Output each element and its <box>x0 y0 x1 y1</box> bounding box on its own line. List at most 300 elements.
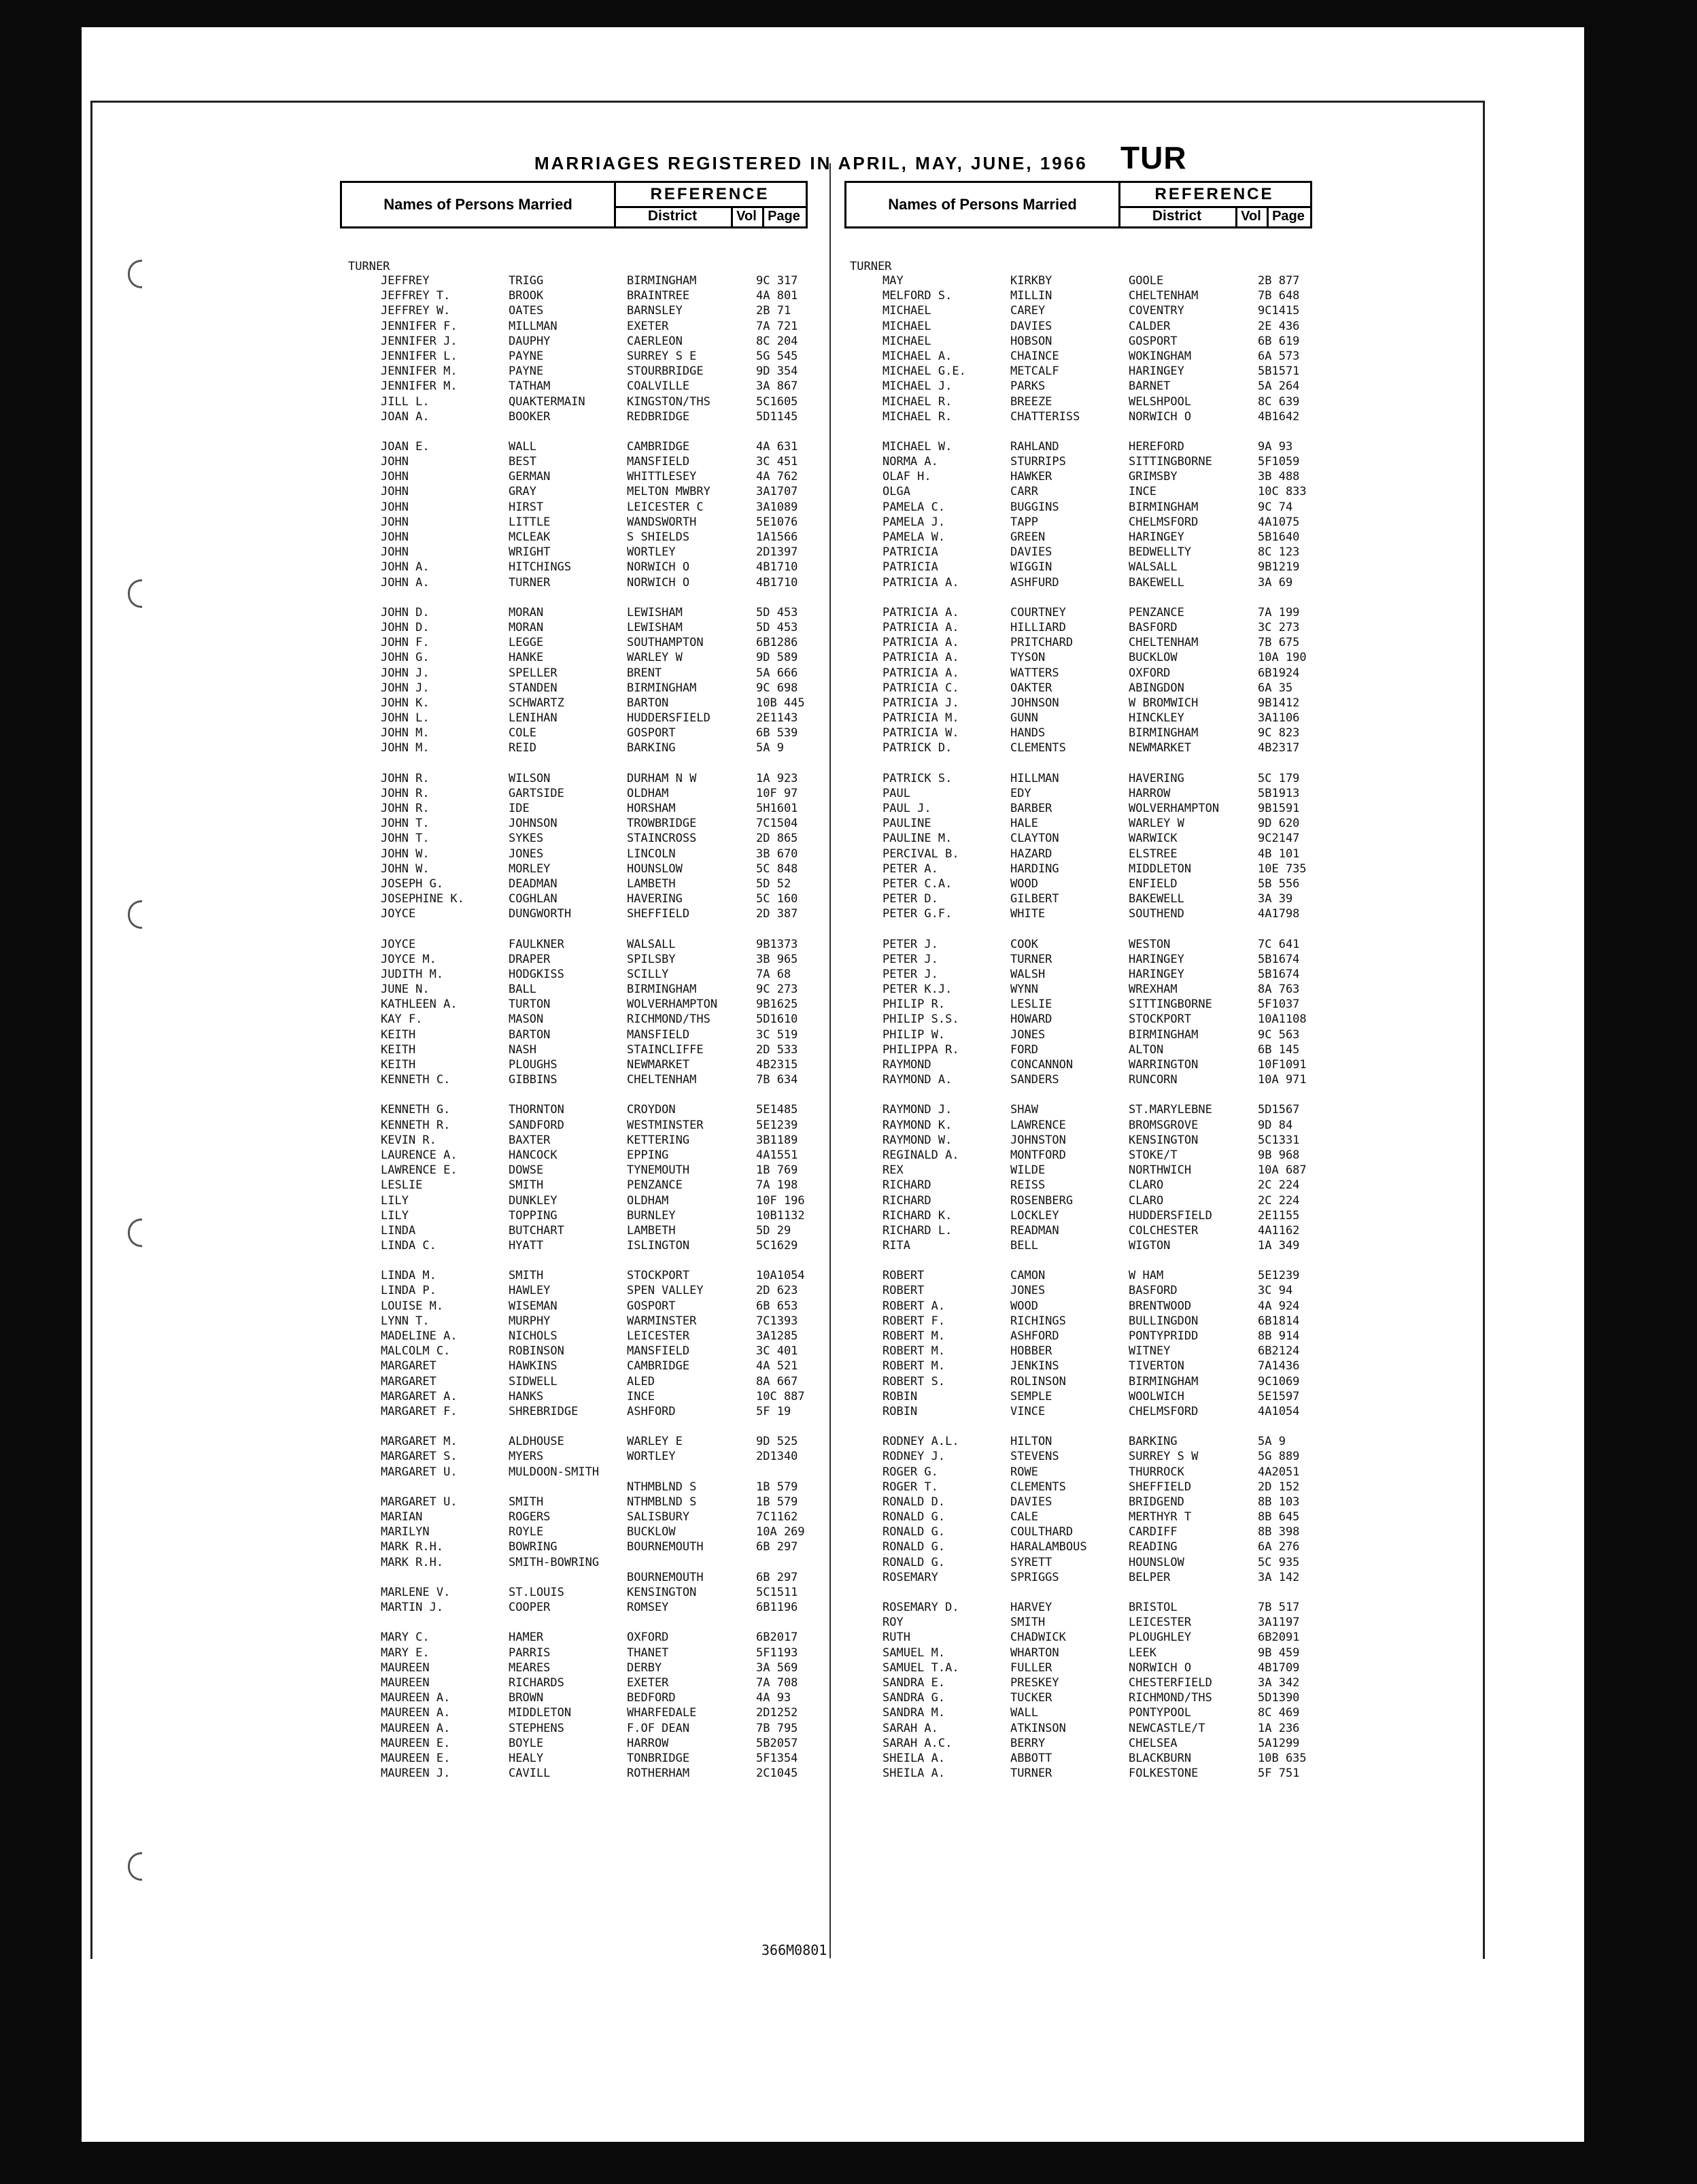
entry-vol-page: 6B1814 <box>1258 1314 1300 1328</box>
entry-district: GOSPORT <box>1129 334 1178 348</box>
entry-spouse-surname: CLAYTON <box>1010 832 1059 846</box>
entry-row <box>348 1208 824 1223</box>
entry-district: WARRINGTON <box>1129 1058 1199 1072</box>
entry-row <box>850 1465 1326 1480</box>
entry-vol-page: 5A 666 <box>756 666 798 680</box>
entry-row <box>348 696 824 711</box>
entry-row <box>348 575 824 590</box>
column-header-left <box>340 181 808 228</box>
entry-spouse-surname: MIDDLETON <box>509 1706 572 1720</box>
entry-vol-page: 4B1642 <box>1258 409 1300 424</box>
entry-spouse-surname: BROOK <box>509 289 544 303</box>
entry-vol-page: 4B1710 <box>756 560 798 575</box>
entry-forename: SARAH A. <box>882 1721 938 1735</box>
entry-vol-page: 1B 769 <box>756 1163 798 1178</box>
entry-row <box>850 273 1326 288</box>
entry-district: HAVERING <box>1129 771 1184 785</box>
entry-row <box>348 1012 824 1027</box>
entry-forename: NORMA A. <box>882 455 938 469</box>
entry-row <box>348 1705 824 1720</box>
entry-row <box>348 831 824 846</box>
entry-district: BEDWELLTY <box>1129 545 1192 560</box>
entry-vol-page: 4A 762 <box>756 470 798 484</box>
entry-block <box>348 771 824 922</box>
entry-forename: JOHN G. <box>381 651 430 665</box>
entry-forename: JENNIFER M. <box>381 379 458 394</box>
entry-row <box>850 1480 1326 1495</box>
entry-spouse-surname: BROWN <box>509 1691 544 1705</box>
entry-row <box>850 801 1326 816</box>
entry-block <box>850 771 1326 922</box>
entry-forename: RONALD G. <box>882 1540 946 1554</box>
entry-district: WORTLEY <box>627 1450 676 1464</box>
entry-row <box>850 831 1326 846</box>
entry-forename: MARK R.H. <box>381 1555 444 1569</box>
entry-row <box>348 952 824 967</box>
entry-vol-page: 2E1143 <box>756 711 798 726</box>
header-reference: REFERENCE <box>1118 183 1310 208</box>
entry-spouse-surname: COGHLAN <box>509 892 558 906</box>
entry-vol-page: 8C 639 <box>1258 394 1300 409</box>
entry-forename: MARY E. <box>381 1645 430 1660</box>
entry-district: LEWISHAM <box>627 605 683 619</box>
entry-row <box>850 997 1326 1012</box>
entry-row <box>850 1193 1326 1208</box>
entry-forename: REX <box>882 1163 904 1178</box>
entry-row <box>850 635 1326 650</box>
entry-vol-page: 10A1108 <box>1258 1012 1307 1027</box>
entry-district: BARNET <box>1129 379 1171 394</box>
entry-spouse-surname: STURRIPS <box>1010 455 1066 469</box>
entry-row <box>850 1178 1326 1193</box>
entry-spouse-surname: BERRY <box>1010 1736 1046 1750</box>
entry-spouse-surname: MONTFORD <box>1010 1148 1066 1162</box>
entry-spouse-surname: HOBBER <box>1010 1344 1052 1359</box>
entry-forename: MICHAEL G.E. <box>882 364 966 379</box>
entry-district: WREXHAM <box>1129 983 1178 997</box>
entry-spouse-surname: SHREBRIDGE <box>509 1404 579 1418</box>
entry-spouse-surname: CHAINCE <box>1010 349 1059 363</box>
entry-vol-page: 4A1054 <box>1258 1404 1300 1418</box>
entry-district: DURHAM N W <box>627 771 697 785</box>
entry-row <box>850 439 1326 454</box>
entry-spouse-surname: MEARES <box>509 1660 551 1675</box>
entry-spouse-surname: MCLEAK <box>509 530 551 544</box>
entry-vol-page: 5E1597 <box>1258 1389 1300 1403</box>
entry-forename: ROBERT <box>882 1284 925 1298</box>
entry-vol-page: 8A 667 <box>756 1374 798 1388</box>
entry-forename: MARTIN J. <box>381 1601 444 1615</box>
entry-spouse-surname: HANDS <box>1010 726 1046 740</box>
entry-forename: PERCIVAL B. <box>882 847 959 861</box>
entry-row <box>850 891 1326 906</box>
entry-row <box>850 1645 1326 1660</box>
entry-district: MANSFIELD <box>627 455 690 469</box>
entry-vol-page: 6B 297 <box>756 1570 798 1584</box>
entry-row <box>850 319 1326 334</box>
entry-forename: JOHN D. <box>381 605 430 619</box>
entry-row <box>348 1238 824 1253</box>
entry-vol-page: 3C 94 <box>1258 1284 1293 1298</box>
entry-vol-page: 5H1601 <box>756 802 798 815</box>
entry-district: CLARO <box>1129 1193 1164 1208</box>
entry-district: RUNCORN <box>1129 1073 1178 1087</box>
entry-district: BEDFORD <box>627 1691 676 1705</box>
entry-vol-page: 9C 698 <box>756 681 798 695</box>
entry-vol-page: 5F1059 <box>1258 455 1300 469</box>
entry-row <box>348 1539 824 1554</box>
entry-district: STOCKPORT <box>1129 1012 1192 1027</box>
entry-vol-page: 7B 648 <box>1258 289 1300 303</box>
entry-row <box>850 605 1326 620</box>
entry-row <box>348 1465 824 1480</box>
entry-spouse-surname: FAULKNER <box>509 937 564 951</box>
entry-spouse-surname: TAPP <box>1010 515 1038 529</box>
entry-forename: ROBERT S. <box>882 1374 946 1388</box>
entry-forename: ROBIN <box>882 1389 918 1403</box>
entry-vol-page: 6B 297 <box>756 1540 798 1554</box>
entry-row <box>348 726 824 740</box>
entry-vol-page: 3A1197 <box>1258 1616 1300 1630</box>
entry-vol-page: 5C1629 <box>756 1239 798 1253</box>
entry-forename: RICHARD L. <box>882 1223 953 1238</box>
entry-spouse-surname: HOBSON <box>1010 334 1052 348</box>
entry-forename: MARGARET F. <box>381 1404 458 1418</box>
entry-forename: MALCOLM C. <box>381 1344 451 1359</box>
entry-spouse-surname: ROLINSON <box>1010 1374 1066 1388</box>
entry-spouse-surname: MASON <box>509 1012 544 1027</box>
entry-spouse-surname: SMITH-BOWRING <box>509 1555 600 1569</box>
entry-vol-page: 4B1709 <box>1258 1660 1300 1675</box>
entry-vol-page: 5E1239 <box>1258 1269 1300 1283</box>
entry-spouse-surname: WYNN <box>1010 983 1038 997</box>
entry-vol-page: 1B 579 <box>756 1480 798 1494</box>
entry-vol-page: 5D1610 <box>756 1012 798 1027</box>
entry-spouse-surname: CHADWICK <box>1010 1631 1066 1645</box>
entry-vol-page: 10A 687 <box>1258 1163 1307 1178</box>
entry-district: BARNSLEY <box>627 304 683 318</box>
entry-row <box>850 303 1326 318</box>
entry-vol-page: 5A 9 <box>1258 1435 1286 1449</box>
entry-vol-page: 3A 342 <box>1258 1675 1300 1690</box>
entry-spouse-surname: SMITH <box>509 1178 544 1193</box>
entry-forename: JOHN R. <box>381 771 430 785</box>
entry-district: EXETER <box>627 1675 669 1690</box>
entry-spouse-surname: TURNER <box>509 575 551 590</box>
entry-vol-page: 3A1089 <box>756 500 798 514</box>
entry-district: BIRMINGHAM <box>627 983 697 997</box>
entry-district: BARTON <box>627 696 669 710</box>
entry-forename: MARGARET <box>381 1359 436 1373</box>
entry-spouse-surname: NICHOLS <box>509 1329 558 1343</box>
entry-block <box>348 605 824 756</box>
entry-vol-page: 10A 190 <box>1258 651 1307 665</box>
entry-vol-page: 3C 273 <box>1258 620 1300 634</box>
entry-forename: PHILIPPA R. <box>882 1042 959 1057</box>
entry-district: LEICESTER C <box>627 500 704 514</box>
entry-vol-page: 2B 71 <box>756 304 791 318</box>
entry-vol-page: 5D1145 <box>756 409 798 424</box>
entry-forename: MARGARET <box>381 1374 436 1388</box>
entry-forename: JOHN <box>381 545 409 560</box>
entry-district: BRAINTREE <box>627 289 690 303</box>
entry-district: REDBRIDGE <box>627 409 690 424</box>
entry-vol-page: 9C 273 <box>756 983 798 997</box>
entry-forename: RICHARD K. <box>882 1208 953 1223</box>
entry-vol-page: 8B 645 <box>1258 1510 1300 1524</box>
entry-vol-page: 7B 795 <box>756 1721 798 1735</box>
entry-row <box>850 1630 1326 1645</box>
entry-forename: JENNIFER F. <box>381 319 458 333</box>
entry-block <box>850 273 1326 424</box>
entry-forename: SANDRA M. <box>882 1706 946 1720</box>
entry-district: ENFIELD <box>1129 876 1178 891</box>
entry-vol-page: 2D 865 <box>756 832 798 846</box>
entry-spouse-surname: DAVIES <box>1010 1495 1052 1509</box>
entry-row <box>850 1299 1326 1314</box>
entry-vol-page: 9B1591 <box>1258 802 1300 815</box>
entry-forename: LINDA <box>381 1223 416 1238</box>
entry-forename: MICHAEL <box>882 304 931 318</box>
entry-block <box>850 937 1326 1088</box>
entry-spouse-surname: HARALAMBOUS <box>1010 1540 1087 1554</box>
entry-spouse-surname: BOOKER <box>509 409 551 424</box>
entry-district: ASHFORD <box>627 1404 676 1418</box>
entry-spouse-surname: HARVEY <box>1010 1601 1052 1614</box>
entry-forename: KENNETH R. <box>381 1118 451 1132</box>
entry-vol-page: 5E1485 <box>756 1103 798 1117</box>
entry-spouse-surname: DAUPHY <box>509 334 551 348</box>
entry-forename: ROSEMARY <box>882 1570 938 1584</box>
entry-spouse-surname: NASH <box>509 1042 536 1057</box>
entry-spouse-surname: COOK <box>1010 937 1038 951</box>
entry-spouse-surname: BARTON <box>509 1027 551 1042</box>
entry-district: HARINGEY <box>1129 530 1184 544</box>
entry-vol-page: 3B1189 <box>756 1133 798 1147</box>
entry-vol-page: 10B 445 <box>756 696 805 710</box>
entry-district: NORWICH O <box>1129 1660 1192 1675</box>
entry-district: WITNEY <box>1129 1344 1171 1359</box>
entry-forename: MICHAEL R. <box>882 394 953 409</box>
entry-forename: JOHN <box>381 515 409 529</box>
entry-vol-page: 4B2315 <box>756 1058 798 1072</box>
entry-district: SITTINGBORNE <box>1129 997 1212 1012</box>
header-page: Page <box>768 208 800 224</box>
entry-district: BULLINGDON <box>1129 1314 1199 1328</box>
entry-district: BUCKLOW <box>1129 651 1178 665</box>
entry-row <box>348 876 824 891</box>
entry-district: CAMBRIDGE <box>627 1359 690 1373</box>
entry-spouse-surname: TURTON <box>509 997 551 1012</box>
entry-forename: JOHN J. <box>381 681 430 695</box>
entry-spouse-surname: WOOD <box>1010 876 1038 891</box>
entry-spouse-surname: WOOD <box>1010 1299 1038 1313</box>
entry-vol-page: 6A 276 <box>1258 1540 1300 1554</box>
entry-forename: ROGER G. <box>882 1465 938 1479</box>
entry-spouse-surname: JONES <box>509 847 544 861</box>
footer-code: 366M0801 <box>761 1942 827 1958</box>
entry-forename: JOHN R. <box>381 802 430 815</box>
entry-row <box>348 1027 824 1042</box>
entry-spouse-surname: HYATT <box>509 1239 544 1253</box>
entry-district: BRISTOL <box>1129 1601 1178 1614</box>
entry-vol-page: 9B 459 <box>1258 1645 1300 1660</box>
entry-spouse-surname: HIRST <box>509 500 544 514</box>
entry-forename: PATRICK D. <box>882 741 953 755</box>
entry-vol-page: 3A 142 <box>1258 1570 1300 1584</box>
entry-spouse-surname: SYRETT <box>1010 1555 1052 1569</box>
entry-forename: PAULINE <box>882 817 931 831</box>
entry-forename: RAYMOND A. <box>882 1073 953 1087</box>
entry-forename: LILY <box>381 1208 409 1223</box>
entry-district: BIRMINGHAM <box>627 681 697 695</box>
entry-forename: MAUREEN E. <box>381 1736 451 1750</box>
entry-forename: MADELINE A. <box>381 1329 458 1343</box>
entry-district: BURNLEY <box>627 1208 676 1223</box>
entry-forename: MICHAEL R. <box>882 409 953 424</box>
entry-forename: PETER K.J. <box>882 983 953 997</box>
entry-row <box>348 530 824 545</box>
entry-spouse-surname: ASHFORD <box>1010 1329 1059 1343</box>
entry-spouse-surname: RICHINGS <box>1010 1314 1066 1328</box>
entry-forename: KAY F. <box>381 1012 423 1027</box>
entry-vol-page: 2D 152 <box>1258 1480 1300 1494</box>
entry-spouse-surname: JONES <box>1010 1284 1046 1298</box>
entry-forename: JOHN D. <box>381 620 430 634</box>
entry-block <box>850 605 1326 756</box>
entry-row <box>850 1359 1326 1373</box>
entry-vol-page: 10B1132 <box>756 1208 805 1223</box>
entry-district: BASFORD <box>1129 620 1178 634</box>
entry-district: F.OF DEAN <box>627 1721 690 1735</box>
entry-district: SPEN VALLEY <box>627 1284 704 1298</box>
entry-vol-page: 2D 533 <box>756 1042 798 1057</box>
entry-row <box>348 1404 824 1419</box>
entry-forename: MAUREEN J. <box>381 1767 451 1781</box>
entry-forename: MAY <box>882 274 904 288</box>
entry-row <box>348 650 824 665</box>
entry-row <box>850 1449 1326 1464</box>
entry-district: CROYDON <box>627 1103 676 1117</box>
entry-row <box>850 1329 1326 1344</box>
entry-district: WANDSWORTH <box>627 515 697 529</box>
entry-district: NORTHWICH <box>1129 1163 1192 1178</box>
entry-spouse-surname: HAZARD <box>1010 847 1052 861</box>
entry-forename: MARGARET U. <box>381 1495 458 1509</box>
entry-vol-page: 5E1076 <box>756 515 798 529</box>
entry-spouse-surname: LEGGE <box>509 636 544 650</box>
entry-district: INCE <box>627 1389 655 1403</box>
entry-forename: PAUL J. <box>882 802 931 815</box>
entry-row <box>348 771 824 786</box>
entry-district: WHITTLESEY <box>627 470 697 484</box>
entry-spouse-surname: JENKINS <box>1010 1359 1059 1373</box>
entry-row <box>850 1148 1326 1163</box>
entry-row <box>850 1072 1326 1087</box>
entry-vol-page: 2C 224 <box>1258 1193 1300 1208</box>
entry-spouse-surname: WISEMAN <box>509 1299 558 1313</box>
entry-row <box>348 786 824 801</box>
entry-forename: KEITH <box>381 1042 416 1057</box>
entry-spouse-surname: ROGERS <box>509 1510 551 1524</box>
entry-district: PENZANCE <box>1129 605 1184 619</box>
entry-vol-page: 6B 653 <box>756 1299 798 1313</box>
entry-district: NEWCASTLE/T <box>1129 1721 1205 1735</box>
entry-vol-page: 10A 971 <box>1258 1073 1307 1087</box>
entry-row <box>850 469 1326 484</box>
entry-district: KINGSTON/THS <box>627 394 710 409</box>
entry-forename: KATHLEEN A. <box>381 997 458 1012</box>
entry-forename: JOHN <box>381 485 409 499</box>
entry-row <box>348 1178 824 1193</box>
entry-spouse-surname: JOHNSON <box>509 817 558 831</box>
entry-vol-page: 2B 877 <box>1258 274 1300 288</box>
entry-spouse-surname: GIBBINS <box>509 1073 558 1087</box>
entry-district: MELTON MWBRY <box>627 485 710 499</box>
entry-spouse-surname: LOCKLEY <box>1010 1208 1059 1223</box>
entry-vol-page: 3B 965 <box>756 952 798 966</box>
entry-row <box>850 1102 1326 1117</box>
entry-vol-page: 4A1162 <box>1258 1223 1300 1238</box>
entry-district: INCE <box>1129 485 1156 499</box>
entry-vol-page: 2C 224 <box>1258 1178 1300 1193</box>
entry-district: TROWBRIDGE <box>627 817 697 831</box>
entry-district: STOKE/T <box>1129 1148 1178 1162</box>
entry-vol-page: 7A 199 <box>1258 605 1300 619</box>
entry-spouse-surname: HILLIARD <box>1010 620 1066 634</box>
entry-row <box>348 1449 824 1464</box>
entry-forename: RODNEY J. <box>882 1450 946 1464</box>
entry-spouse-surname: PRESKEY <box>1010 1675 1059 1690</box>
index-tag: TUR <box>1120 140 1187 175</box>
entry-spouse-surname: WALSH <box>1010 967 1046 981</box>
entries-left <box>348 260 824 1796</box>
entry-forename: PETER D. <box>882 892 938 906</box>
entry-district: WALSALL <box>627 937 676 951</box>
entry-vol-page: 7C1162 <box>756 1510 798 1524</box>
entry-spouse-surname: CONCANNON <box>1010 1058 1074 1072</box>
entry-row <box>850 349 1326 364</box>
entry-row <box>850 650 1326 665</box>
entry-vol-page: 2D1252 <box>756 1706 798 1720</box>
entry-forename: JEFFREY W. <box>381 304 451 318</box>
entry-vol-page: 5C1331 <box>1258 1133 1300 1147</box>
entry-forename: RAYMOND J. <box>882 1103 953 1117</box>
entry-district: W BROMWICH <box>1129 696 1199 710</box>
entry-row <box>850 364 1326 379</box>
entry-vol-page: 5B1913 <box>1258 786 1300 800</box>
entry-spouse-surname: TURNER <box>1010 1767 1052 1781</box>
entry-row <box>348 1389 824 1404</box>
entry-row <box>850 288 1326 303</box>
entry-spouse-surname: WILSON <box>509 771 551 785</box>
entry-district: SHEFFIELD <box>627 907 690 921</box>
entry-district: NEWMARKET <box>627 1058 690 1072</box>
entry-row <box>850 1721 1326 1736</box>
entry-forename: SHEILA A. <box>882 1751 946 1765</box>
entry-row <box>348 303 824 318</box>
entry-spouse-surname: SPELLER <box>509 666 558 680</box>
entry-forename: MARGARET S. <box>381 1450 458 1464</box>
entry-spouse-surname: ASHFURD <box>1010 575 1059 590</box>
entry-spouse-surname: LITTLE <box>509 515 551 529</box>
entry-row <box>850 711 1326 726</box>
entry-forename: MARGARET U. <box>381 1465 458 1479</box>
entry-spouse-surname: LENIHAN <box>509 711 558 726</box>
entry-row <box>348 605 824 620</box>
entry-vol-page: 1A 923 <box>756 771 798 785</box>
entry-forename: SANDRA G. <box>882 1691 946 1705</box>
